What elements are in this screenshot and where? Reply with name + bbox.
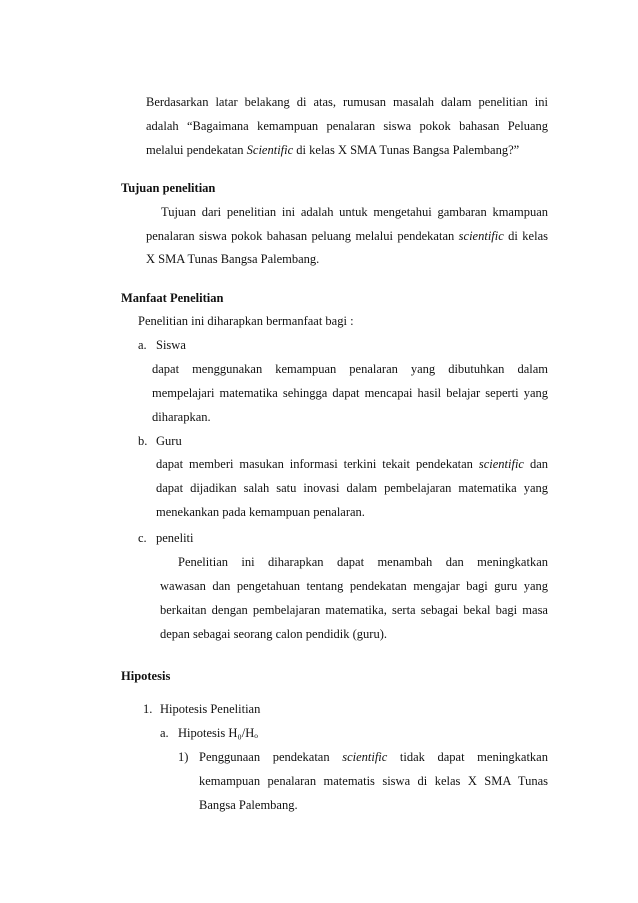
siswa-title: Siswa [156, 338, 186, 352]
tujuan-line-3: X SMA Tunas Bangsa Palembang. [146, 252, 320, 266]
peneliti-line-4: depan sebagai seorang calon pendidik (guru). [160, 627, 388, 641]
peneliti-title: peneliti [156, 531, 194, 545]
tujuan-heading: Tujuan penelitian [121, 181, 216, 195]
hipotesis-marker-1: 1. [143, 702, 153, 716]
intro-line-1: Berdasarkan latar belakang di atas, rumusan masalah dalam penelitian ini [146, 95, 548, 109]
siswa-line-3: diharapkan. [152, 410, 211, 424]
tujuan-line-2: penalaran siswa pokok bahasan peluang melalui pendekatan scientific di kelas [146, 229, 548, 243]
hipotesis-p1-line-2: kemampuan penalaran matematis siswa di kelas X SMA Tunas [199, 774, 548, 788]
hipotesis-heading: Hipotesis [121, 669, 171, 683]
hipotesis-marker-a: a. [160, 726, 169, 740]
list-marker-c: c. [138, 531, 147, 545]
peneliti-line-2: wawasan dan pengetahuan tentang pendekatan mengajar bagi guru yang [160, 579, 548, 593]
manfaat-heading: Manfaat Penelitian [121, 291, 224, 305]
peneliti-line-1: Penelitian ini diharapkan dapat menambah dan meningkatkan [178, 555, 548, 569]
manfaat-intro: Penelitian ini diharapkan bermanfaat bagi : [138, 314, 354, 328]
guru-title: Guru [156, 434, 182, 448]
tujuan-line-1: Tujuan dari penelitian ini adalah untuk mengetahui gambaran kmampuan [161, 205, 548, 219]
guru-line-1: dapat memberi masukan informasi terkini tekait pendekatan scientific dan [156, 457, 548, 471]
list-marker-b: b. [138, 434, 148, 448]
hipotesis-p1-line-3: Bangsa Palembang. [199, 798, 298, 812]
siswa-line-1: dapat menggunakan kemampuan penalaran yang dibutuhkan dalam [152, 362, 548, 376]
hipotesis-penelitian: Hipotesis Penelitian [160, 702, 261, 716]
list-marker-a: a. [138, 338, 147, 352]
intro-line-3: melalui pendekatan Scientific di kelas X SMA Tunas Bangsa Palembang?” [146, 143, 520, 157]
siswa-line-2: mempelajari matematika sehingga dapat mencapai hasil belajar seperti yang [152, 386, 548, 400]
hipotesis-h0: Hipotesis H₀/Hₒ [178, 726, 258, 740]
guru-line-3: menekankan pada kemampuan penalaran. [156, 505, 365, 519]
guru-line-2: dapat dijadikan salah satu inovasi dalam pembelajaran matematika yang [156, 481, 548, 495]
peneliti-line-3: berkaitan dengan pembelajaran matematika, serta sebagai bekal bagi masa [160, 603, 548, 617]
hipotesis-marker-1-paren: 1) [178, 750, 189, 764]
hipotesis-p1-line-1: Penggunaan pendekatan scientific tidak dapat meningkatkan [199, 750, 548, 764]
intro-line-2: adalah “Bagaimana kemampuan penalaran siswa pokok bahasan Peluang [146, 119, 548, 133]
